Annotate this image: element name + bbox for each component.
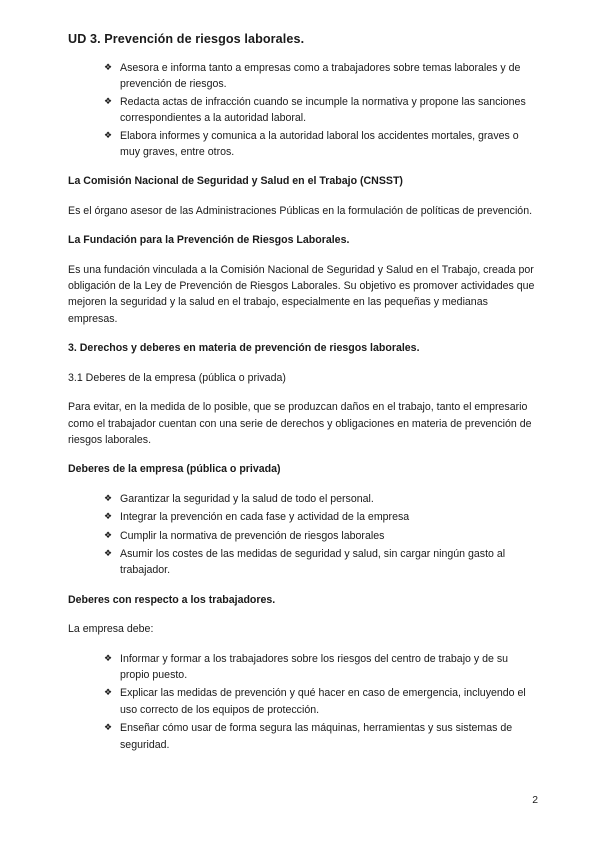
deberes-trabajadores-bullet-list	[68, 651, 538, 753]
section-paragraph-3-1: Para evitar, en la medida de lo posible, que se produzcan daños en el trabajo, tanto el empresario como el trabajador cuentan con una serie de derechos y obligaciones en materia de prevención de riesgos laborales.	[68, 401, 532, 446]
list-item	[104, 685, 538, 718]
list-item	[104, 94, 538, 127]
list-item-text: Garantizar la seguridad y la salud de todo el personal.	[120, 492, 374, 505]
section-paragraph-cnsst: Es el órgano asesor de las Administraciones Públicas en la formulación de políticas de prevención.	[68, 204, 533, 217]
section-paragraph-fundacion: Es una fundación vinculada a la Comisión Nacional de Seguridad y Salud en el Trabajo, creada por obligación de la Ley de Prevención de Riesgos Laborales. Su objetivo es promover actividades que mejoren la seguridad y la salud en el trabajo, especialmente en las pequeñas y medianas empresas.	[68, 263, 535, 325]
page-number: 2	[532, 795, 538, 806]
list-item	[104, 546, 538, 579]
bullet-icon: ❖	[104, 492, 113, 503]
bullet-icon: ❖	[104, 652, 113, 663]
bullet-icon: ❖	[104, 529, 113, 540]
list-item-text: Asesora e informa tanto a empresas como a trabajadores sobre temas laborales y de prevención de riesgos.	[120, 62, 521, 91]
list-item-text: Explicar las medidas de prevención y qué hacer en caso de emergencia, incluyendo el uso correcto de los equipos de protección.	[120, 687, 526, 716]
list-item	[104, 509, 538, 525]
list-item	[104, 651, 538, 684]
page-title: UD 3. Prevención de riesgos laborales.	[68, 32, 305, 46]
section-heading-3-1: 3.1 Deberes de la empresa (pública o privada)	[68, 371, 286, 384]
section-heading-cnsst: La Comisión Nacional de Seguridad y Salud en el Trabajo (CNSST)	[68, 175, 403, 188]
bullet-icon: ❖	[104, 687, 113, 698]
list-item-text: Cumplir la normativa de prevención de riesgos laborales	[120, 529, 385, 542]
bullet-icon: ❖	[104, 95, 113, 106]
list-item	[104, 60, 538, 93]
intro-bullet-list	[68, 60, 538, 160]
deberes-trabajadores-intro: La empresa debe:	[68, 623, 154, 636]
bullet-icon: ❖	[104, 129, 113, 140]
section-heading-fundacion: La Fundación para la Prevención de Riesgos Laborales.	[68, 234, 350, 247]
list-item	[104, 491, 538, 507]
list-item-text: Asumir los costes de las medidas de seguridad y salud, sin cargar ningún gasto al trabajador.	[120, 547, 506, 577]
subsection-heading-deberes-trabajadores: Deberes con respecto a los trabajadores.	[68, 593, 276, 606]
list-item-text: Informar y formar a los trabajadores sobre los riesgos del centro de trabajo y de su propio puesto.	[120, 652, 509, 681]
bullet-icon: ❖	[104, 511, 113, 522]
list-item-text: Redacta actas de infracción cuando se incumple la normativa y propone las sanciones correspondientes a la autoridad laboral.	[120, 95, 526, 125]
list-item-text: Enseñar cómo usar de forma segura las máquinas, herramientas y sus sistemas de seguridad.	[120, 722, 513, 751]
bullet-icon: ❖	[104, 547, 113, 558]
section-heading-3: 3. Derechos y deberes en materia de prevención de riesgos laborales.	[68, 342, 420, 355]
deberes-empresa-bullet-list	[68, 491, 538, 579]
list-item	[104, 128, 538, 161]
bullet-icon: ❖	[104, 62, 113, 72]
list-item	[104, 528, 538, 544]
subsection-heading-deberes-empresa: Deberes de la empresa (pública o privada)	[68, 463, 281, 476]
list-item-text: Integrar la prevención en cada fase y actividad de la empresa	[120, 511, 410, 524]
list-item-text: Elabora informes y comunica a la autoridad laboral los accidentes mortales, graves o muy graves, entre otros.	[120, 129, 519, 159]
list-item	[104, 720, 538, 753]
bullet-icon: ❖	[104, 722, 113, 733]
